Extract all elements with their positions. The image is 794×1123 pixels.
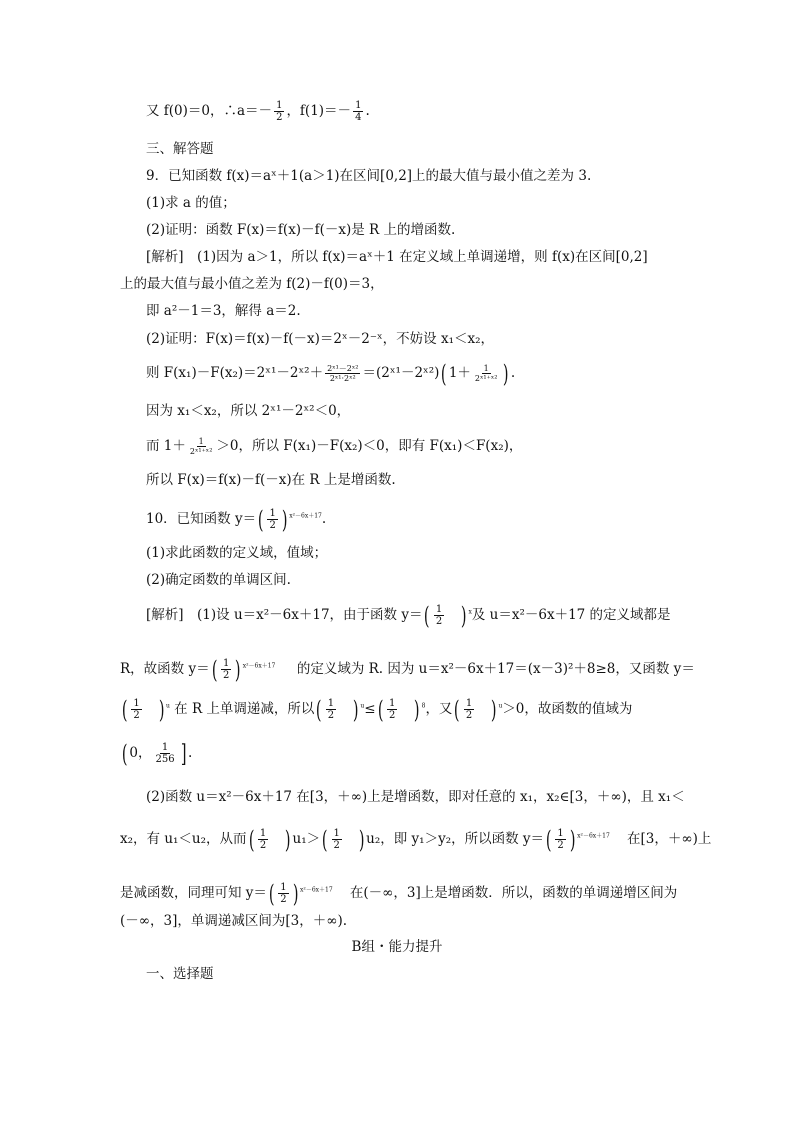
- answer-10-line8: (－∞，3]，单调递减区间为[3，＋∞).: [120, 913, 348, 929]
- line-f0: 又 f(0)＝0，∴a＝－ $\frac{1}{2}$ ，f(1)＝－ $\frac{1}{4}$ .: [146, 100, 370, 123]
- question-10: 10．已知函数 y＝( $\frac{1}{2}$ ) $^{x^2-6x+17}$.: [146, 505, 327, 534]
- answer-9-line1: [解析] (1)因为 a＞1，所以 f(x)＝aˣ＋1 在定义域上单调递增，则 f(x)在区间[0,2]: [146, 249, 648, 265]
- section-heading-answers: 三、解答题: [146, 141, 214, 157]
- section-heading-choice: 一、选择题: [146, 966, 214, 982]
- answer-10-line3: ( $\frac{1}{2}$ ) $^u$ 在 R 上单调递减，所以( $\frac{1}{2}$ ) $^u$≤( $\frac{1}{2}$ ) $^8$，又( $\frac{1}{2}$ ) $^u$＞0，故函数的值域为: [121, 695, 633, 724]
- answer-9-line8: 所以 F(x)＝f(x)－f(－x)在 R 上是增函数.: [146, 472, 396, 488]
- paren-right: ): [503, 359, 509, 388]
- group-b-heading: B组・能力提升: [351, 939, 443, 955]
- question-10-part1: (1)求此函数的定义域，值域；: [146, 545, 328, 561]
- question-9: 9．已知函数 f(x)＝aˣ＋1(a＞1)在区间[0,2]上的最大值与最小值之差为 3.: [146, 168, 592, 184]
- fraction-half: $\frac{1}{2}$: [276, 100, 283, 123]
- answer-10-line5: (2)函数 u＝x²－6x＋17 在[3，＋∞)上是增函数，即对任意的 x₁，x₂∈[3，＋∞)，且 x₁＜: [146, 789, 685, 805]
- fraction-diff: $\frac{\text{2ˣ¹－2ˣ²}}{\text{2ˣ¹·2ˣ²}}$: [327, 364, 359, 383]
- answer-9-line7: 而 1＋ $\frac{1}{\text{2ˣ¹⁺ˣ²}}$ ＞0，所以 F(x₁)－F(x₂)＜0，即有 F(x₁)＜F(x₂)，: [146, 437, 523, 456]
- answer-9-line5: 则 F(x₁)－F(x₂)＝2ˣ¹－2ˣ²＋ $\frac{\text{2ˣ¹－2ˣ²}}{\text{2ˣ¹·2ˣ²}}$ ＝(2ˣ¹－2ˣ²)( 1＋ $\frac{1}{\text{2ˣ¹⁺ˣ²}}$ ) .: [146, 359, 516, 388]
- answer-10-line1: [解析] (1)设 u＝x²－6x＋17，由于函数 y＝( $\frac{1}{2}$ ) $^x$及 u＝x²－6x＋17 的定义域都是: [146, 601, 671, 630]
- fraction-one-over-pow-2: $\frac{1}{\text{2ˣ¹⁺ˣ²}}$: [189, 437, 213, 456]
- answer-9-line3: 即 a²－1＝3，解得 a＝2.: [146, 303, 301, 319]
- paren-left: (: [441, 359, 447, 388]
- question-9-part2: (2)证明：函数 F(x)＝f(x)－f(－x)是 R 上的增函数.: [146, 222, 456, 238]
- fraction-one-over-pow: $\frac{1}{\text{2ˣ¹⁺ˣ²}}$: [474, 364, 498, 383]
- answer-9-line4: (2)证明：F(x)＝f(x)－f(－x)＝2ˣ－2⁻ˣ，不妨设 x₁＜x₂，: [146, 331, 495, 347]
- answer-10-line7: 是减函数，同理可知 y＝( $\frac{1}{2}$ ) $^{x^2-6x+17}$ 在(－∞，3]上是增函数．所以，函数的单调递增区间为: [120, 879, 678, 908]
- question-9-part1: (1)求 a 的值；: [146, 195, 236, 211]
- answer-10-line6: x₂，有 u₁＜u₂，从而( $\frac{1}{2}$ ) u₁＞( $\frac{1}{2}$ ) u₂，即 y₁＞y₂，所以函数 y＝( $\frac{1}{2}$ ) $^{x^2-6x+17}$ 在[3，＋∞)上: [120, 825, 712, 854]
- fraction-quarter: $\frac{1}{4}$: [355, 100, 362, 123]
- answer-9-line2: 上的最大值与最小值之差为 f(2)－f(0)＝3，: [120, 276, 384, 292]
- answer-10-line4: ( 0， $\frac{1}{256}$ ] .: [121, 739, 193, 768]
- answer-10-line2: R，故函数 y＝( $\frac{1}{2}$ ) $^{x^2-6x+17}$ 的定义域为 R. 因为 u＝x²－6x＋17＝(x－3)²＋8≥8，又函数 y＝: [120, 655, 695, 684]
- fraction-1-over-256: $\frac{1}{256}$: [155, 742, 175, 765]
- question-10-part2: (2)确定函数的单调区间.: [146, 572, 291, 588]
- answer-9-line6: 因为 x₁＜x₂，所以 2ˣ¹－2ˣ²＜0，: [146, 403, 351, 419]
